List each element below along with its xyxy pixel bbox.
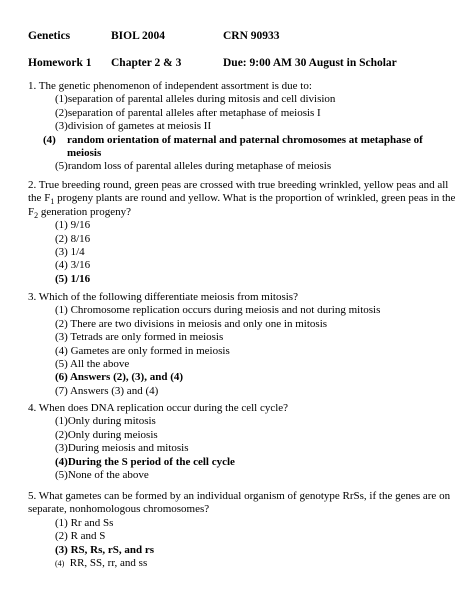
chapters-label: Chapter 2 & 3 — [111, 57, 182, 69]
option: (2) R and S — [55, 530, 106, 543]
option: (3)division of gametes at meiosis II — [55, 120, 212, 133]
option: (5) All the above — [55, 358, 130, 371]
option: (1)separation of parental alleles during mitosis and cell division — [55, 93, 336, 106]
question-2 — [28, 179, 456, 286]
options-list — [28, 219, 456, 286]
option-correct: (4) random orientation of maternal and paternal chromosomes at metaphase of meiosis — [43, 133, 423, 160]
option-correct: (6) Answers (2), (3), and (4) — [55, 371, 184, 384]
due-date: Due: 9:00 AM 30 August in Scholar — [223, 57, 397, 69]
option: (3) Tetrads are only formed in meiosis — [55, 331, 224, 344]
option: (4) 3/16 — [55, 259, 91, 272]
option: (1) Rr and Ss — [55, 516, 114, 529]
options-list — [28, 304, 456, 398]
course-name: Genetics — [28, 30, 71, 42]
question-text: 3. Which of the following differentiate meiosis from mitosis? — [28, 291, 298, 303]
option: (7) Answers (3) and (4) — [55, 384, 159, 397]
option: (1)Only during mitosis — [55, 415, 156, 428]
option: (3) 1/4 — [55, 246, 85, 259]
question-4 — [28, 402, 456, 482]
options-list — [28, 415, 456, 482]
question-text: 4. When does DNA replication occur during the cell cycle? — [28, 402, 289, 414]
option: (3)During meiosis and mitosis — [55, 442, 189, 455]
option: (5)None of the above — [55, 469, 149, 482]
question-text: 5. What gametes can be formed by an individual organism of genotype RrSs, if the genes are on separate, nonhomologous chromosomes? — [28, 490, 451, 516]
question-5 — [28, 490, 456, 570]
option: (4) Gametes are only formed in meiosis — [55, 344, 230, 357]
option-correct: (5) 1/16 — [55, 272, 91, 285]
question-3 — [28, 291, 456, 398]
option-correct: (3) RS, Rs, rS, and rs — [55, 543, 155, 556]
question-1 — [28, 80, 456, 174]
options-list — [28, 517, 456, 571]
option: (4) RR, SS, rr, and ss — [55, 557, 148, 570]
option: (2)separation of parental alleles after metaphase of meiosis I — [55, 106, 321, 119]
option: (5)random loss of parental alleles during metaphase of meiosis — [55, 160, 332, 173]
question-text: 1. The genetic phenomenon of independent assortment is due to: — [28, 80, 312, 92]
options-list — [28, 93, 456, 173]
option: (2) There are two divisions in meiosis and only one in mitosis — [55, 317, 328, 330]
option: (1) 9/16 — [55, 219, 91, 232]
option: (2) 8/16 — [55, 232, 91, 245]
course-code: BIOL 2004 — [111, 30, 166, 42]
option: (1) Chromosome replication occurs during meiosis and not during mitosis — [55, 304, 381, 317]
option-correct: (4)During the S period of the cell cycle — [55, 455, 235, 468]
question-text: 2. True breeding round, green peas are crossed with true breeding wrinkled, yellow peas and all the $F_1$ progeny plants are round and yellow. What is the proportion of wrinkled, green peas in the $F_2$ generation progeny? — [28, 179, 456, 220]
homework-title: Homework 1 — [28, 57, 92, 69]
crn-number: CRN 90933 — [223, 30, 280, 42]
option: (2)Only during meiosis — [55, 428, 158, 441]
